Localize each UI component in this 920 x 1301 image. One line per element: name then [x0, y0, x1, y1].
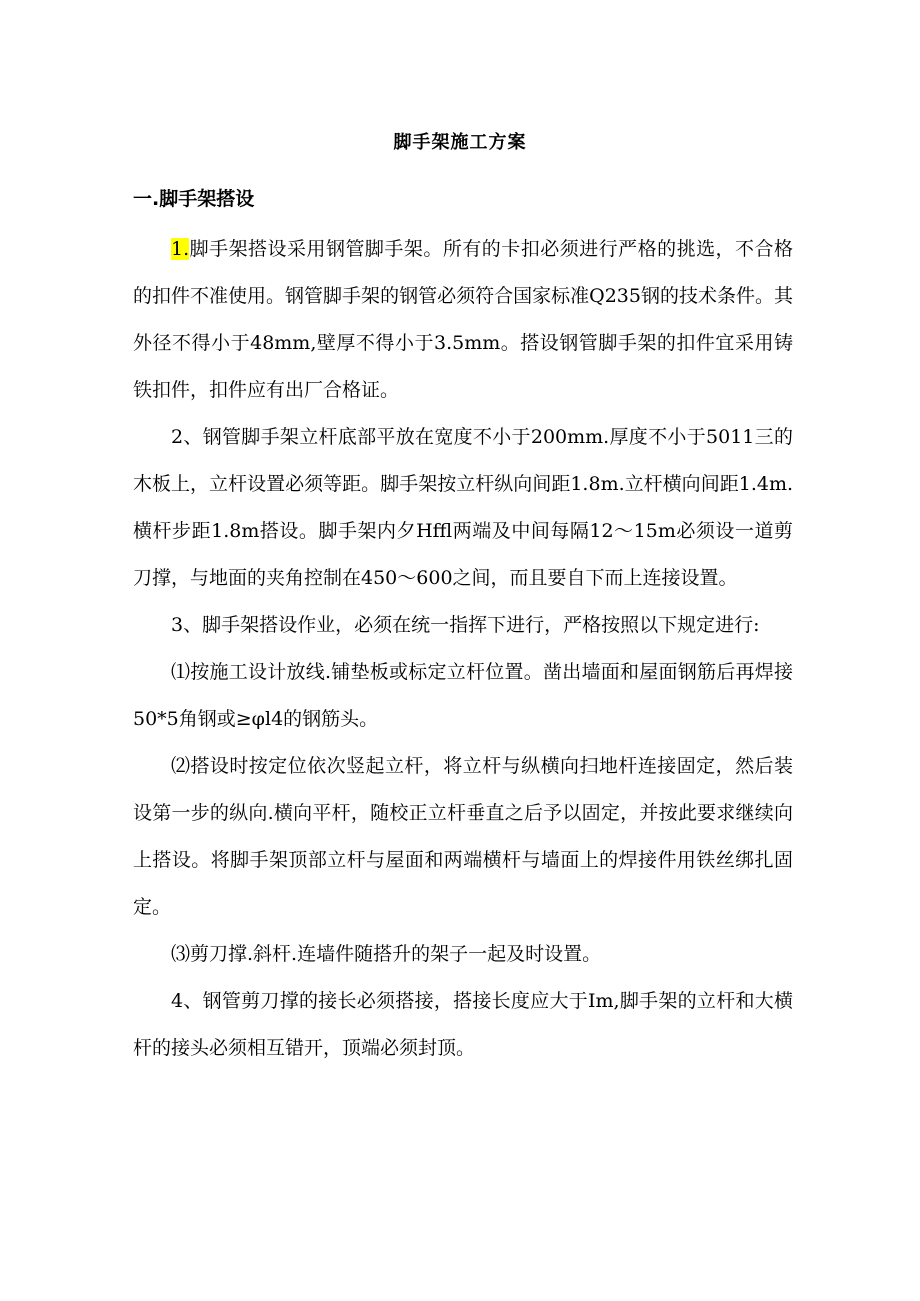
paragraph-1: [133, 226, 793, 414]
document-title: 脚手架施工方案: [393, 132, 527, 153]
paragraph-3: 3、脚手架搭设作业，必须在统一指挥下进行，严格按照以下规定进行:: [171, 614, 760, 636]
paragraph-text: 脚手架搭设采用钢管脚手架。所有的卡扣必须进行严格的挑选，不合格的扣件不准使用。钢管脚手架的钢管必须符合国家标准Q235钢的技术条件。其外径不得小于48mm,壁厚不得小于3.5mm。搭设钢管脚手架的扣件宜采用铸铁扣件，扣件应有出厂合格证。: [133, 238, 793, 401]
paragraph-2: 2、钢管脚手架立杆底部平放在宽度不小于200mm.厚度不小于5011三的木板上，立杆设置必须等距。脚手架按立杆纵向间距1.8m.立杆横向间距1.4m.横杆步距1.8m搭设。脚手架内夕Hffl两端及中间每隔12～15m必须设一道剪刀撑，与地面的夹角控制在450～600之间，而且要自下而上连接设置。: [133, 426, 793, 589]
document-body: [133, 226, 793, 1072]
paragraph-3-item-1: ⑴按施工设计放线.铺垫板或标定立杆位置。凿出墙面和屋面钢筋后再焊接50*5角钢或≥φl4的钢筋头。: [133, 661, 793, 730]
paragraph-3-item-3: ⑶剪刀撑.斜杆.连墙件随搭升的架子一起及时设置。: [171, 943, 602, 965]
paragraph-4: 4、钢管剪刀撑的接长必须搭接，搭接长度应大于Im,脚手架的立杆和大横杆的接头必须相互错开，顶端必须封顶。: [133, 990, 793, 1059]
paragraph-3-item-2: ⑵搭设时按定位依次竖起立杆，将立杆与纵横向扫地杆连接固定，然后装设第一步的纵向.横向平杆，随校正立杆垂直之后予以固定，并按此要求继续向上搭设。将脚手架顶部立杆与屋面和两端横杆与墙面上的焊接件用铁丝绑扎固定。: [133, 755, 793, 918]
highlighted-number: 1.: [171, 238, 190, 260]
section-heading: 一.脚手架搭设: [133, 188, 255, 210]
